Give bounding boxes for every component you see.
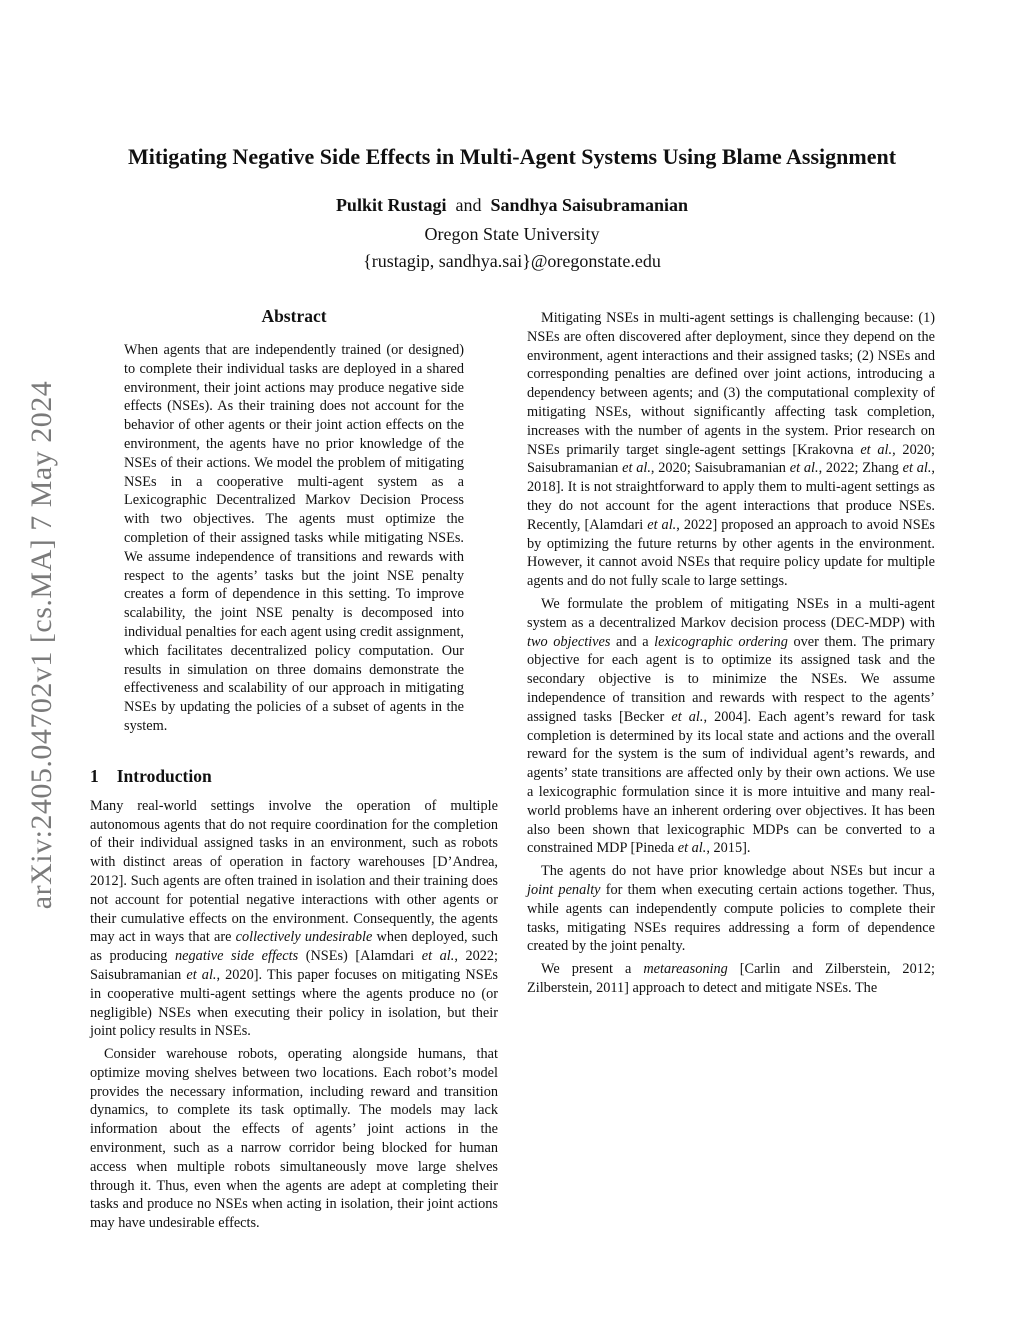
intro-paragraph-2: Consider warehouse robots, operating alongside humans, that optimize moving shelves between two locations. Each robot’s model provides the necessary information, including reward and transition dynamics, to complete its task optimally. The models may lack information about the effects of agents’ joint actions in the environment, such as a narrow corridor being blocked for human access when multiple robots simultaneously move large shelves through it. Thus, even when the agents are adept at completing their tasks and produce no NSEs when acting in isolation, their joint actions may have undesirable effects. bbox=[90, 1046, 498, 1232]
left-column bbox=[90, 306, 498, 1233]
right-column bbox=[527, 309, 935, 998]
intro-paragraph-6: We present a metareasoning [Carlin and Zilberstein, 2012; Zilberstein, 2011] approach to detect and mitigate NSEs. The bbox=[527, 961, 935, 996]
abstract-text: When agents that are independently trained (or designed) to complete their individual tasks are deployed in a shared environment, their joint actions may produce negative side effects (NSEs). As their training does not account for the behavior of other agents or their joint action effects on the environment, the agents have no prior knowledge of the NSEs of their actions. We model the problem of mitigating NSEs in a cooperative multi-agent system as a Lexicographic Decentralized Markov Decision Process with two objectives. The agents must optimize the completion of their assigned tasks while mitigating NSEs. We assume independence of transitions and rewards with respect to the agents’ tasks but the joint NSE penalty creates a form of dependence in this setting. To improve scalability, the joint NSE penalty is decomposed into individual penalties for each agent using credit assignment, which facilitates decentralized policy computation. Our results in simulation on three domains demonstrate the effectiveness and scalability of our approach in mitigating NSEs by updating the policies of a subset of agents in the system. bbox=[124, 342, 464, 734]
intro-paragraph-4: We formulate the problem of mitigating NSEs in a multi-agent system as a decentralized Markov decision process (DEC-MDP) with two objectives and a lexicographic ordering over them. The primary objective for each agent is to optimize its assigned task and the secondary objective is to minimize the NSEs. We assume independence of transition and rewards with respect to the agents’ assigned tasks [Becker et al., 2004]. Each agent’s reward for task completion is determined by its local state and actions and the overall reward for the system is the sum of individual agent’s rewards, and agents’ state transitions are affected only by their own actions. We use a lexicographic formulation since it is more intuitive and many real-world problems have an inherent ordering over objectives. It has been also been shown that lexicographic MDPs can be converted to a constrained MDP [Pineda et al., 2015]. bbox=[527, 595, 935, 857]
author-name: Sandhya Saisubramanian bbox=[490, 195, 689, 215]
section-title: Introduction bbox=[116, 765, 212, 786]
author-email: {rustagip, sandhya.sai}@oregonstate.edu bbox=[363, 251, 661, 271]
intro-paragraph-3: Mitigating NSEs in multi-agent settings is challenging because: (1) NSEs are often discovered after deployment, since they depend on the environment, agent interactions and their assigned tasks; (2) NSEs and corresponding penalties are defined over joint actions, introducing a dependency between agents; and (3) the computational complexity of mitigating NSEs, without significantly affecting task completion, increases with the number of agents in the system. Prior research on NSEs primarily target single-agent settings [Krakovna et al., 2020; Saisubramanian et al., 2020; Saisubramanian et al., 2022; Zhang et al., 2018]. It is not straightforward to apply them to multi-agent settings as they do not account for the agent interactions that produce NSEs. Recently, [Alamdari et al., 2022] proposed an approach to avoid NSEs by optimizing the future returns by other agents in the environment. However, it cannot avoid NSEs that require policy update for multiple agents and do not fully scale to large settings. bbox=[527, 310, 935, 590]
paper-title: Mitigating Negative Side Effects in Multi-Agent Systems Using Blame Assignment bbox=[127, 144, 897, 169]
arxiv-identifier-text: arXiv:2405.04702v1 [cs.MA] 7 May 2024 bbox=[25, 380, 59, 910]
author-conjunction: and bbox=[455, 195, 482, 215]
arxiv-identifier bbox=[18, 345, 66, 945]
affiliation: Oregon State University bbox=[424, 224, 600, 244]
author-line bbox=[60, 195, 964, 216]
section-number: 1 bbox=[90, 765, 99, 786]
author-name: Pulkit Rustagi bbox=[335, 195, 447, 215]
intro-paragraph-1: Many real-world settings involve the operation of multiple autonomous agents that do not require coordination for the completion of their individual assigned tasks in an environment, such as robots with distinct areas of operation in factory warehouses [D’Andrea, 2012]. Such agents are often trained in isolation and their training does not account for potential negative interactions with other agents or their cumulative effects on the environment. Consequently, the agents may act in ways that are collectively undesirable when deployed, such as producing negative side effects (NSEs) [Alamdari et al., 2022; Saisubramanian et al., 2020]. This paper focuses on mitigating NSEs in cooperative multi-agent settings where the agents produce no (or negligible) NSEs when executing their policy in isolation, but their joint policy results in NSEs. bbox=[90, 797, 499, 1040]
section-heading-introduction bbox=[90, 766, 498, 787]
abstract-heading: Abstract bbox=[261, 306, 327, 326]
intro-paragraph-5: The agents do not have prior knowledge about NSEs but incur a joint penalty for them when executing certain actions together. Thus, while agents can independently compute policies to complete their tasks, mitigating NSEs requires addressing a form of dependence created by the joint penalty. bbox=[527, 863, 935, 955]
